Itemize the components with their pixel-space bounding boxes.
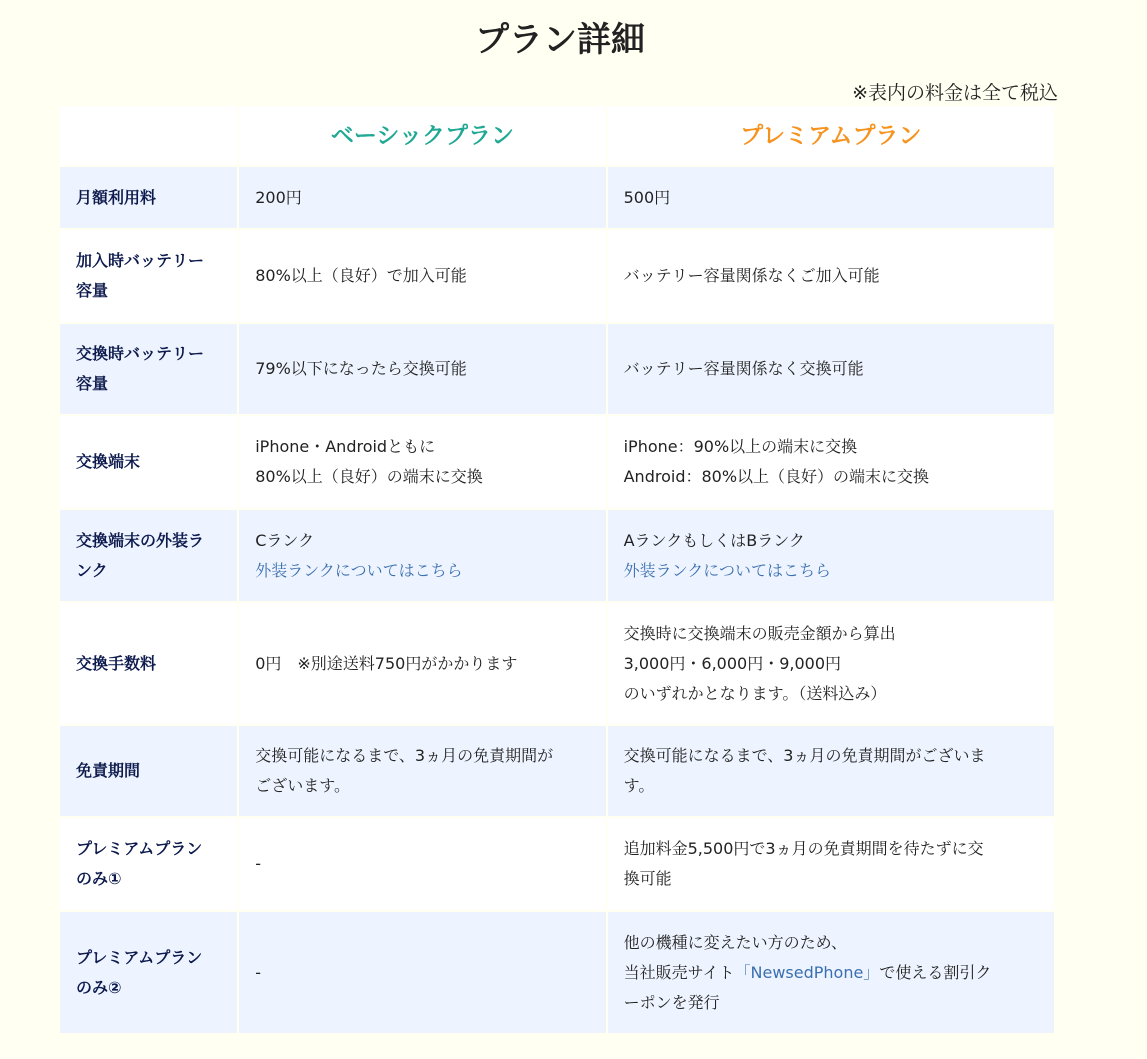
cell-text: 3,000円・6,000円・9,000円 bbox=[623, 653, 842, 673]
premium-plan-cell bbox=[608, 324, 1054, 414]
table-row bbox=[60, 912, 1054, 1033]
cell-text: 交換時に交換端末の販売金額から算出 bbox=[623, 623, 896, 643]
cell-text: す。 bbox=[623, 776, 655, 795]
premium-plan-cell bbox=[608, 510, 1054, 601]
premium-plan-cell bbox=[608, 912, 1054, 1033]
table-row bbox=[60, 167, 1054, 228]
basic-plan-cell bbox=[239, 230, 605, 322]
premium-plan-cell bbox=[608, 167, 1054, 228]
row-label-text: 交換手数料 bbox=[76, 653, 157, 673]
cell-text: で使える割引ク bbox=[879, 962, 992, 982]
cell-text: iPhone：90%以上の端末に交換 bbox=[623, 437, 858, 456]
row-label-text: 免責期間 bbox=[76, 761, 141, 780]
cell-text: 追加料金5,500円で3ヵ月の免責期間を待たずに交 bbox=[623, 839, 984, 858]
cell-text: 0円 ※別途送料750円がかかります bbox=[255, 653, 518, 673]
page-title: プラン詳細 bbox=[475, 20, 645, 60]
row-label-text: のみ① bbox=[76, 869, 122, 888]
row-label-text: のみ② bbox=[76, 977, 122, 997]
cell-text: ございます。 bbox=[255, 776, 350, 795]
basic-plan-cell bbox=[239, 167, 605, 228]
basic-plan-cell bbox=[239, 818, 605, 910]
plan-comparison-table bbox=[58, 104, 1056, 1035]
cell-text: - bbox=[255, 854, 261, 873]
cell-text: AランクもしくはBランク bbox=[623, 530, 805, 550]
premium-plan-cell bbox=[608, 726, 1054, 816]
cell-text: 他の機種に変えたい方のため、 bbox=[623, 932, 847, 952]
header-premium-plan: プレミアムプラン bbox=[608, 106, 1054, 165]
row-label-text: 加入時バッテリー bbox=[76, 251, 205, 270]
premium-plan-cell bbox=[608, 818, 1054, 910]
cell-text: のいずれかとなります。（送料込み） bbox=[623, 683, 887, 703]
cell-text: 交換可能になるまで、3ヵ月の免責期間が bbox=[255, 746, 554, 765]
info-link[interactable]: 「NewsedPhone」 bbox=[734, 962, 880, 982]
basic-plan-cell bbox=[239, 726, 605, 816]
info-link[interactable]: 外装ランクについてはこちら bbox=[255, 560, 463, 580]
row-label-text: プレミアムプラン bbox=[76, 947, 203, 967]
cell-text: 200円 bbox=[255, 187, 302, 207]
row-label-text: 月額利用料 bbox=[76, 187, 157, 207]
row-label bbox=[60, 818, 237, 910]
row-label-text: 容量 bbox=[76, 374, 109, 393]
table-row bbox=[60, 726, 1054, 816]
row-label-text: ンク bbox=[76, 560, 108, 580]
cell-text: 500円 bbox=[623, 187, 671, 207]
row-label bbox=[60, 603, 237, 724]
cell-text: バッテリー容量関係なく交換可能 bbox=[623, 359, 864, 378]
table-row bbox=[60, 230, 1054, 322]
premium-plan-cell bbox=[608, 416, 1054, 508]
basic-plan-cell bbox=[239, 324, 605, 414]
row-label-text: 交換時バッテリー bbox=[76, 344, 205, 363]
cell-text: - bbox=[255, 962, 261, 982]
cell-text: 交換可能になるまで、3ヵ月の免責期間がございま bbox=[623, 746, 986, 765]
premium-plan-cell bbox=[608, 603, 1054, 724]
row-label bbox=[60, 510, 237, 601]
row-label bbox=[60, 726, 237, 816]
cell-text: Android：80%以上（良好）の端末に交換 bbox=[623, 467, 930, 486]
premium-plan-cell bbox=[608, 230, 1054, 322]
cell-text: 80%以上（良好）で加入可能 bbox=[255, 266, 467, 285]
row-label-text: プレミアムプラン bbox=[76, 839, 203, 858]
row-label-text: 容量 bbox=[76, 281, 109, 300]
cell-text: Cランク bbox=[255, 530, 315, 550]
basic-plan-cell bbox=[239, 603, 605, 724]
header-basic-plan: ベーシックプラン bbox=[239, 106, 605, 165]
header-row bbox=[60, 106, 1054, 165]
row-label bbox=[60, 416, 237, 508]
cell-text: ーポンを発行 bbox=[623, 992, 720, 1012]
basic-plan-cell bbox=[239, 912, 605, 1033]
cell-text: バッテリー容量関係なくご加入可能 bbox=[623, 266, 880, 285]
basic-plan-cell bbox=[239, 510, 605, 601]
cell-text: 80%以上（良好）の端末に交換 bbox=[255, 467, 483, 486]
table-row bbox=[60, 510, 1054, 601]
cell-text: iPhone・Androidともに bbox=[255, 437, 436, 456]
tax-note: ※表内の料金は全て税込 bbox=[852, 82, 1058, 104]
row-label-text: 交換端末の外装ラ bbox=[76, 530, 205, 550]
row-label bbox=[60, 167, 237, 228]
row-label bbox=[60, 230, 237, 322]
cell-text: 換可能 bbox=[623, 869, 672, 888]
row-label bbox=[60, 324, 237, 414]
table-row bbox=[60, 818, 1054, 910]
info-link[interactable]: 外装ランクについてはこちら bbox=[623, 560, 831, 580]
header-empty-cell bbox=[60, 106, 237, 165]
table-row bbox=[60, 603, 1054, 724]
cell-text: 当社販売サイト bbox=[623, 962, 735, 982]
basic-plan-cell bbox=[239, 416, 605, 508]
table-row bbox=[60, 324, 1054, 414]
row-label bbox=[60, 912, 237, 1033]
row-label-text: 交換端末 bbox=[76, 452, 141, 471]
cell-text: 79%以下になったら交換可能 bbox=[255, 359, 467, 378]
table-row bbox=[60, 416, 1054, 508]
